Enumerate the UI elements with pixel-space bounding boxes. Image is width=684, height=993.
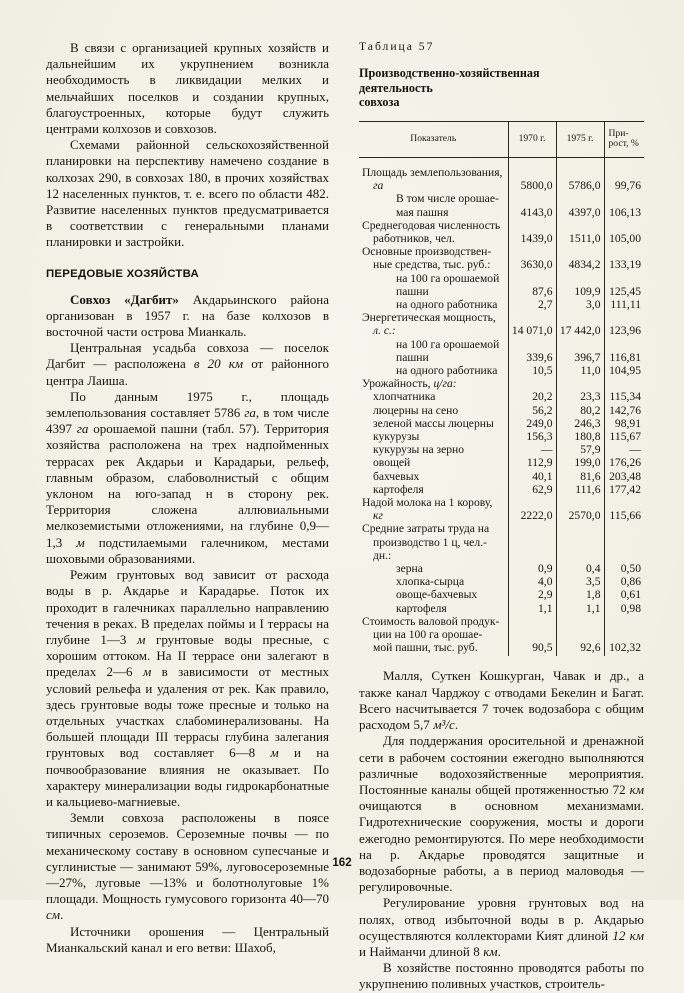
- row-indicator-line-1: кукурузы на зерно: [373, 443, 465, 457]
- paragraph-canals: [359, 668, 644, 733]
- data-1975-text-1: По данным 1975 г., площадь землепользования составляет 5786: [46, 388, 329, 421]
- row-indicator: [359, 602, 508, 615]
- cell-1970: 90,5: [508, 615, 556, 657]
- row-indicator-line-1: на 100 га орошаемой: [396, 337, 500, 351]
- cell-growth: 0,86: [604, 575, 644, 588]
- row-indicator-line-2: [362, 179, 505, 192]
- row-indicator-line-1: бахчевых: [373, 469, 420, 483]
- soils-text-2: .: [60, 907, 64, 923]
- groundwater-text-4: и на почвообразование влияния не оказывает. По характеру минерализации воды гидрокарбонатные и кальциево-магниевые.: [46, 745, 329, 809]
- cell-growth: 106,13: [604, 192, 644, 218]
- cell-1975: 199,0: [556, 456, 604, 469]
- data-1975-text-4: подстилаемыми галечником, местами шоховыми образованиями.: [46, 534, 329, 566]
- cell-1970: 156,3: [508, 430, 556, 443]
- cell-growth: 123,96: [604, 311, 644, 337]
- row-indicator-line-1: Среднегодовая численность: [362, 218, 501, 232]
- cell-growth: 133,19: [604, 245, 644, 271]
- column-header-growth: [604, 121, 644, 157]
- cell-1975: 80,2: [556, 404, 604, 417]
- row-indicator-line-1: на 100 га орошаемой: [396, 271, 500, 285]
- table-row: [359, 456, 644, 469]
- row-indicator-line-3: дн.:: [373, 548, 392, 562]
- table-row: [359, 364, 644, 377]
- row-indicator-line-1: зерна: [396, 562, 423, 576]
- cell-1975: 4397,0: [556, 192, 604, 218]
- row-indicator-line-2: производство 1 ц, чел.-: [373, 535, 487, 549]
- row-indicator-line-1: Энергетическая мощность,: [362, 311, 496, 325]
- cell-1975: 111,6: [556, 483, 604, 496]
- cell-1970: [508, 522, 556, 562]
- regulation-text-2: и Найманчи длиной 8: [359, 943, 484, 959]
- row-indicator-line-1: овощей: [373, 456, 411, 470]
- row-indicator-line-2: пашни: [396, 350, 429, 364]
- row-indicator-line-2: пашни: [396, 284, 429, 298]
- row-indicator-line-2: ции на 100 га орошае-: [373, 628, 483, 642]
- cell-growth: 142,76: [604, 404, 644, 417]
- row-indicator: [359, 417, 508, 430]
- cell-1970: 87,6: [508, 272, 556, 298]
- growth-label-line-2: рост, %: [608, 138, 639, 150]
- cell-growth: 105,00: [604, 219, 644, 245]
- cell-growth: 115,34: [604, 390, 644, 403]
- cell-1975: 23,3: [556, 390, 604, 403]
- cell-growth: 116,81: [604, 338, 644, 364]
- regulation-text-3: .: [497, 943, 501, 959]
- cell-growth: 177,42: [604, 483, 644, 496]
- unit-meter-3: м: [142, 664, 152, 680]
- table-row: [359, 562, 644, 575]
- unit-km-1: км: [629, 781, 644, 797]
- paragraph-central-estate: [46, 340, 329, 389]
- cell-1970: —: [508, 443, 556, 456]
- row-indicator: [359, 157, 508, 192]
- soils-text-1: Земли совхоза расположены в поясе типичных сероземов. Сероземные почвы — по механическому составу в основном супесчаные и суглинистые — занимают 59%, луговосероземные —27%, луговые —13% и болотнолуговые 1% площади. Мощность гумусового горизонта 40—70: [46, 810, 329, 907]
- groundwater-text-3: в зависимости от местных условий рельефа и удаления от рек. Как правило, здесь грунтовые воды тоже пресные и только на отдельных участках слабоминерализованы. На большей площади III террасы глубина залегания грунтовых вод составляет 6—8: [46, 664, 329, 761]
- table-row: [359, 338, 644, 364]
- paragraph-regulation: [359, 895, 644, 960]
- row-indicator: [359, 338, 508, 364]
- column-header-indicator: Показатель: [359, 121, 508, 157]
- data-1975-text-3: орошаемой пашни (табл. 57). Территория хозяйства расположена на трех надпойменных террасах рек Акдарьи и Карадарьи, рельеф, главным образом, слабоволнистый с общим уклоном на юго-запад н в сторону рек. Территория сложена аллювиальными мелкоземистыми отложениями, на глубине 0,9—1,3: [46, 421, 329, 550]
- row-indicator: [359, 588, 508, 601]
- unit-flow-rate: м³/с: [433, 717, 455, 733]
- table-title-part-3: совхоза: [359, 95, 400, 110]
- row-indicator-line-1: на одного работника: [396, 364, 498, 378]
- cell-growth: [604, 377, 644, 390]
- cell-1970: 2222,0: [508, 496, 556, 522]
- cell-1975: 4834,2: [556, 245, 604, 271]
- cell-growth: 0,98: [604, 602, 644, 615]
- row-indicator: [359, 522, 508, 562]
- row-indicator-line-1: Надой молока на 1 корову,: [362, 496, 493, 510]
- cell-1975: 17 442,0: [556, 311, 604, 337]
- cell-1975: 2570,0: [556, 496, 604, 522]
- table-row: [359, 157, 644, 192]
- cell-growth: 0,61: [604, 588, 644, 601]
- left-text-column: [46, 40, 329, 956]
- row-indicator-line-1: на одного работника: [396, 298, 498, 311]
- table-row: [359, 483, 644, 496]
- row-indicator: [359, 364, 508, 377]
- production-statistics-table: [359, 121, 644, 657]
- row-indicator-line-1: овоще-бахчевых: [396, 588, 478, 602]
- row-indicator: [359, 390, 508, 403]
- cell-1975: 57,9: [556, 443, 604, 456]
- table-row: [359, 298, 644, 311]
- table-body: [359, 157, 644, 656]
- table-row: [359, 588, 644, 601]
- cell-1975: 109,9: [556, 272, 604, 298]
- cell-growth: —: [604, 443, 644, 456]
- row-indicator-line-1: Площадь землепользования,: [362, 165, 503, 179]
- table-row: [359, 390, 644, 403]
- table-row: [359, 522, 644, 562]
- row-indicator: [359, 496, 508, 522]
- row-indicator-line-1: Урожайность, ц/га:: [362, 377, 457, 391]
- row-indicator-line-1: картофеля: [373, 482, 424, 496]
- cell-1970: 2,7: [508, 298, 556, 311]
- cell-1970: 249,0: [508, 417, 556, 430]
- cell-1970: 0,9: [508, 562, 556, 575]
- row-indicator-line-1: Стоимость валовой продук-: [362, 614, 500, 628]
- groundwater-text-2: грунтовые воды пресные, с хорошим оттоком. На II террасе они залегают в пределах 2—6: [46, 631, 329, 680]
- row-indicator: [359, 443, 508, 456]
- cell-growth: 102,32: [604, 615, 644, 657]
- row-indicator-line-1: хлопчатника: [373, 390, 436, 404]
- table-label: Таблица 57: [359, 40, 435, 53]
- cell-1975: 11,0: [556, 364, 604, 377]
- distance-measure: в 20 км: [193, 356, 244, 372]
- cell-1970: 56,2: [508, 404, 556, 417]
- row-indicator: [359, 562, 508, 575]
- row-indicator-line-1: картофеля: [396, 601, 447, 615]
- row-indicator-line-2-italic: кг: [373, 509, 383, 523]
- table-title-part-2: деятельность: [359, 80, 433, 95]
- row-indicator-line-2: [362, 509, 505, 522]
- table-row: [359, 272, 644, 298]
- cell-1975: [556, 377, 604, 390]
- paragraph-groundwater: [46, 567, 329, 810]
- cell-1975: 3,5: [556, 575, 604, 588]
- section-heading-leading-farms: ПЕРЕДОВЫЕ ХОЗЯЙСТВА: [46, 267, 200, 280]
- paragraph-maintenance: [359, 733, 644, 895]
- row-indicator-line-2-italic: л. с.:: [373, 324, 396, 338]
- maintenance-text-1: Для поддержания оросительной и дренажной сети в рабочем состоянии ежегодно выполняются различные водохозяйственные мероприятия. Постоянные каналы общей протяженностью 72: [359, 733, 644, 797]
- right-text-column: [359, 40, 644, 993]
- row-indicator-line-1: кукурузы: [373, 430, 420, 444]
- row-indicator-line-1: В том числе орошае-: [396, 192, 499, 206]
- paragraph-works: В хозяйстве постоянно проводятся работы по укрупнению поливных участков, строитель-: [359, 960, 644, 992]
- paragraph-1975-data: [46, 389, 329, 567]
- table-row: [359, 245, 644, 271]
- collector-length-1: 12 км: [612, 927, 644, 943]
- groundwater-text-1: Режим грунтовых вод зависит от расхода воды в р. Акдарье и Карадарье. Поток их проходит в галечниках параллельно направлению течения в реках. В пределах поймы и I террасы на глубине 1—3: [46, 567, 329, 647]
- table-title: [359, 66, 644, 110]
- cell-1970: 62,9: [508, 483, 556, 496]
- cell-growth: 203,48: [604, 470, 644, 483]
- cell-1970: 14 071,0: [508, 311, 556, 337]
- sovkhoz-description: Акдарьинского района организован в 1957 г. на базе колхозов в восточной части острова Мианкаль.: [46, 291, 329, 340]
- cell-1970: 5800,0: [508, 157, 556, 192]
- cell-1970: [508, 377, 556, 390]
- row-indicator-line-1: зеленой массы люцерны: [373, 416, 494, 430]
- table-row: [359, 219, 644, 245]
- cell-1975: 396,7: [556, 338, 604, 364]
- table-row: [359, 575, 644, 588]
- table-row: [359, 470, 644, 483]
- cell-1970: 339,6: [508, 338, 556, 364]
- table-row: [359, 615, 644, 657]
- row-indicator-line-2: [362, 324, 505, 337]
- row-indicator-line-1: Основные производствен-: [362, 245, 492, 259]
- cell-1970: 112,9: [508, 456, 556, 469]
- unit-hectare-2: га: [76, 421, 89, 437]
- central-estate-text-1: Центральная усадьба совхоза — поселок Дагбит — расположена: [46, 340, 329, 372]
- table-row: [359, 430, 644, 443]
- row-indicator: [359, 575, 508, 588]
- column-header-1975: 1975 г.: [556, 121, 604, 157]
- cell-1975: 1,8: [556, 588, 604, 601]
- paragraph-large-farms: В связи с организацией крупных хозяйств и дальнейшим их укрупнением возникла необходимость в ликвидации мелких и мельчайших поселков и создании крупных, благоустроенных, которые будут служить центрами колхозов и совхозов.: [46, 40, 329, 137]
- unit-meter-4: м: [270, 745, 279, 761]
- row-indicator-line-1: Средние затраты труда на: [362, 522, 490, 536]
- table-row: [359, 377, 644, 390]
- cell-1970: 4143,0: [508, 192, 556, 218]
- table-row: [359, 602, 644, 615]
- cell-growth: 115,67: [604, 430, 644, 443]
- row-indicator: [359, 298, 508, 311]
- paragraph-planning-schemes: Схемами районной сельскохозяйственной планировки на перспективу намечено создание в колхозах 290, в совхозах 180, в прочих хозяйствах 12 населенных пунктов, т. е. всего по области 482. Развитие населенных пунктов предусматривается в соответствии с генеральными планами планировки и застройки.: [46, 137, 329, 250]
- unit-km-2: км: [483, 943, 498, 959]
- cell-1975: 3,0: [556, 298, 604, 311]
- row-indicator-line-2: работников, чел.: [373, 231, 455, 245]
- cell-1975: [556, 522, 604, 562]
- row-indicator: [359, 615, 508, 657]
- unit-hectare-1: га: [244, 405, 256, 421]
- row-indicator-line-3: мой пашни, тыс. руб.: [373, 641, 478, 655]
- row-indicator: [359, 311, 508, 337]
- row-indicator: [359, 272, 508, 298]
- cell-1975: 1511,0: [556, 219, 604, 245]
- cell-growth: 125,45: [604, 272, 644, 298]
- cell-1975: 246,3: [556, 417, 604, 430]
- row-indicator: [359, 456, 508, 469]
- row-indicator-line-2: ные средства, тыс. руб.:: [373, 258, 491, 272]
- cell-1970: 2,9: [508, 588, 556, 601]
- row-indicator-line-1: хлопка-сырца: [396, 575, 465, 589]
- table-row: [359, 192, 644, 218]
- row-indicator: [359, 219, 508, 245]
- cell-1975: 180,8: [556, 430, 604, 443]
- cell-1970: 3630,0: [508, 245, 556, 271]
- cell-growth: 104,95: [604, 364, 644, 377]
- row-indicator-line-2: мая пашня: [396, 205, 449, 219]
- table-title-part-1: Производственно-хозяйственная: [359, 66, 540, 80]
- cell-growth: 0,50: [604, 562, 644, 575]
- page-number: 162: [332, 856, 352, 869]
- column-header-1970: 1970 г.: [508, 121, 556, 157]
- unit-meter-2: м: [137, 631, 146, 647]
- maintenance-text-2: очищаются в основном механизмами. Гидротехнические сооружения, мосты и дороги ежегодно ремонтируются. По мере необходимости на р. Акдарье проводятся защитные и водозаборные работы, а в период маловодья — регулировочные.: [359, 798, 644, 895]
- row-indicator-line-2-italic: га: [373, 179, 384, 193]
- cell-1970: 1439,0: [508, 219, 556, 245]
- cell-1975: 0,4: [556, 562, 604, 575]
- cell-growth: 98,91: [604, 417, 644, 430]
- cell-1975: 81,6: [556, 470, 604, 483]
- data-1975-text-2: , в том числе 4397: [46, 405, 329, 437]
- central-estate-text-2: от районного центра Лаиша.: [46, 356, 329, 388]
- canals-text-1: Малля, Суткен Кошкурган, Чавак и др., а также канал Чарджоу с отводами Бекелин и Багат. Всего насчитывается 7 точек водозабора с общим расходом 5,7: [359, 668, 644, 733]
- table-row: [359, 443, 644, 456]
- sovkhoz-name: Совхоз «Дагбит»: [70, 291, 179, 307]
- regulation-text-1: Регулирование уровня грунтовых вод на полях, отвод избыточной воды в р. Акдарью осуществляются коллекторами Кият длиной: [359, 895, 644, 943]
- cell-growth: 99,76: [604, 157, 644, 192]
- unit-meter-1: м: [76, 534, 85, 550]
- row-indicator: [359, 404, 508, 417]
- cell-1975: 1,1: [556, 602, 604, 615]
- row-indicator-unit: ц/га:: [433, 377, 457, 391]
- cell-1970: 40,1: [508, 470, 556, 483]
- row-indicator: [359, 245, 508, 271]
- paragraph-irrigation-sources: Источники орошения — Центральный Мианкальский канал и его ветви: Шахоб,: [46, 923, 329, 955]
- row-indicator: [359, 483, 508, 496]
- table-row: [359, 496, 644, 522]
- cell-growth: 176,26: [604, 456, 644, 469]
- cell-1975: 5786,0: [556, 157, 604, 192]
- unit-centimeter: см: [46, 907, 61, 923]
- row-indicator: [359, 430, 508, 443]
- row-indicator: [359, 377, 508, 390]
- cell-1970: 1,1: [508, 602, 556, 615]
- paragraph-sovkhoz-dagbit: [46, 292, 329, 341]
- table-header-row: [359, 121, 644, 157]
- row-indicator: [359, 470, 508, 483]
- growth-label-line-1: При-: [608, 127, 629, 139]
- table-row: [359, 311, 644, 337]
- row-indicator-line-1: люцерны на сено: [373, 403, 459, 417]
- canals-text-2: .: [454, 717, 459, 733]
- cell-1970: 4,0: [508, 575, 556, 588]
- cell-growth: 111,11: [604, 298, 644, 311]
- cell-growth: [604, 522, 644, 562]
- table-row: [359, 417, 644, 430]
- table-head: [359, 121, 644, 157]
- cell-1970: 20,2: [508, 390, 556, 403]
- cell-growth: 115,66: [604, 496, 644, 522]
- row-indicator: [359, 192, 508, 218]
- cell-1970: 10,5: [508, 364, 556, 377]
- table-row: [359, 404, 644, 417]
- cell-1975: 92,6: [556, 615, 604, 657]
